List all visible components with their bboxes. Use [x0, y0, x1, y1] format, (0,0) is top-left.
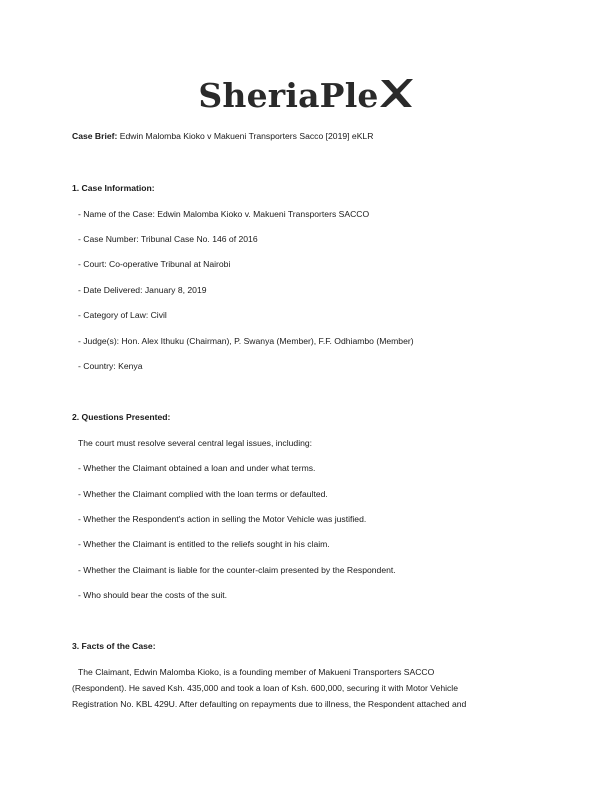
case-info-item: - Country: Kenya: [78, 361, 143, 371]
case-info-item: - Court: Co-operative Tribunal at Nairobi: [78, 259, 231, 269]
case-brief-title: Edwin Malomba Kioko v Makueni Transporters Sacco [2019] eKLR: [119, 131, 374, 141]
logo-text: SheriaPle: [198, 76, 379, 115]
questions-intro: The court must resolve several central legal issues, including:: [78, 438, 313, 448]
case-info-item: - Category of Law: Civil: [78, 310, 167, 320]
question-item: - Who should bear the costs of the suit.: [78, 590, 228, 600]
logo-x-letter: X: [396, 96, 400, 101]
section3-heading: 3. Facts of the Case:: [72, 641, 156, 651]
question-item: - Whether the Claimant is entitled to the reliefs sought in his claim.: [78, 539, 330, 549]
sheriaplex-logo: [0, 76, 612, 115]
facts-paragraph-line: Registration No. KBL 429U. After defaulting on repayments due to illness, the Respondent attached and: [72, 699, 467, 709]
case-info-item: - Case Number: Tribunal Case No. 146 of 2016: [78, 234, 258, 244]
case-brief-label: Case Brief:: [72, 131, 118, 141]
facts-paragraph-line: The Claimant, Edwin Malomba Kioko, is a founding member of Makueni Transporters SACCO: [78, 667, 435, 677]
section1-heading: 1. Case Information:: [72, 183, 155, 193]
facts-paragraph-line: (Respondent). He saved Ksh. 435,000 and took a loan of Ksh. 600,000, securing it with Motor Vehicle: [72, 683, 459, 693]
question-item: - Whether the Claimant obtained a loan and under what terms.: [78, 463, 316, 473]
case-info-item: - Judge(s): Hon. Alex Ithuku (Chairman), P. Swanya (Member), F.F. Odhiambo (Member): [78, 336, 414, 346]
question-item: - Whether the Claimant is liable for the counter-claim presented by the Respondent.: [78, 565, 396, 575]
question-item: - Whether the Claimant complied with the loan terms or defaulted.: [78, 489, 328, 499]
section2-heading: 2. Questions Presented:: [72, 412, 171, 422]
case-brief-line: [72, 131, 373, 142]
case-info-item: - Name of the Case: Edwin Malomba Kioko v. Makueni Transporters SACCO: [78, 209, 370, 219]
logo-x-mark: [380, 78, 414, 113]
case-info-item: - Date Delivered: January 8, 2019: [78, 285, 207, 295]
question-item: - Whether the Respondent's action in selling the Motor Vehicle was justified.: [78, 514, 367, 524]
